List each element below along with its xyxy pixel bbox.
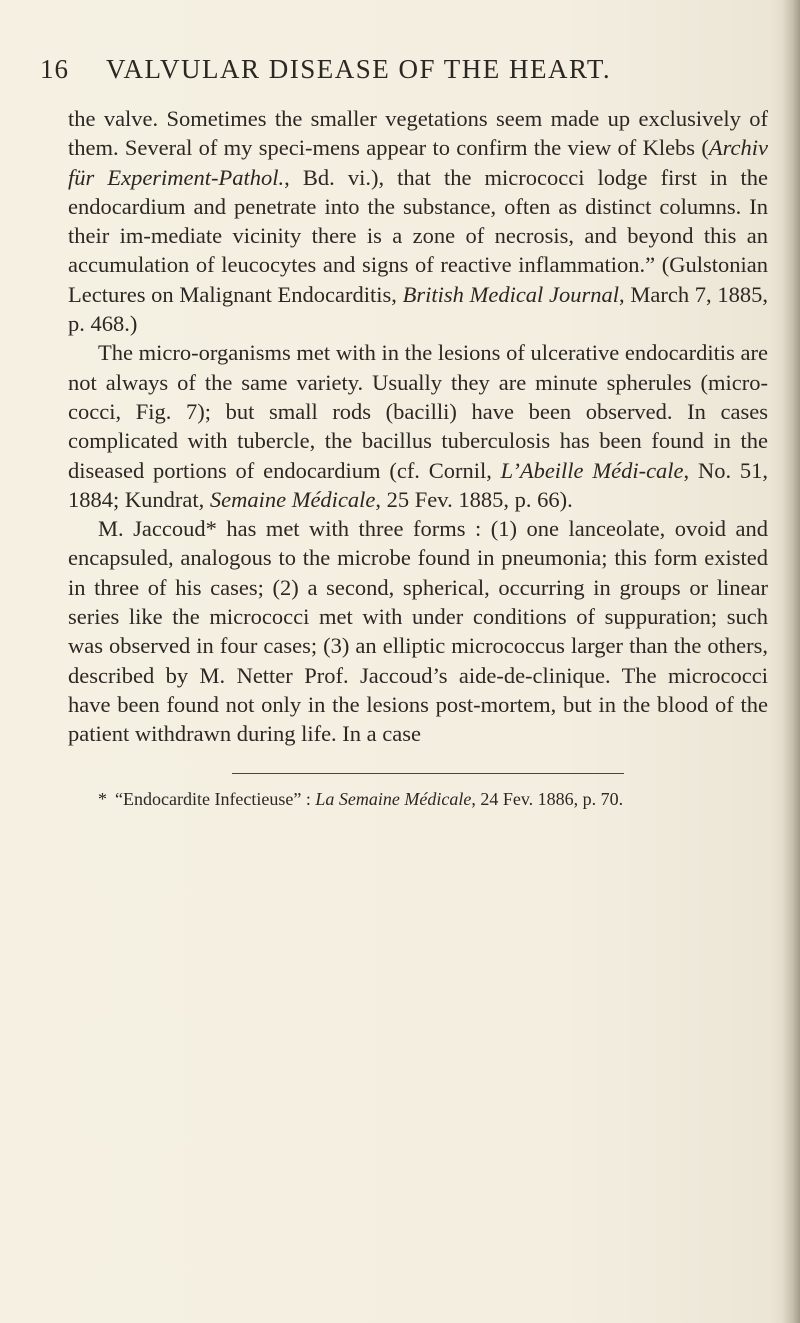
body-text [68, 104, 768, 749]
footnote-citation: La Semaine Médicale [315, 789, 472, 809]
page-number: 16 [40, 54, 69, 84]
paragraph-2: The micro-organisms met with in the lesions of ulcerative endocarditis are not always of the same variety. Usually they are minute spherules (micro-cocci, Fig. 7); but small rods (bacilli) have been observed. In cases complicated with tubercle, the bacillus tuberculosis has been found in the diseased portions of endocardium (cf. Cornil, L’Abeille Médi-cale, No. 51, 1884; Kundrat, Semaine Médicale, 25 Fev. 1885, p. 66). [68, 340, 769, 512]
footnote-mark: * [98, 789, 107, 809]
paragraph-1: the valve. Sometimes the smaller vegetations seem made up exclusively of them. Several of my speci-mens appear to confirm the view of Klebs (Archiv für Experiment-Pathol., Bd. vi.), that the micrococci lodge first in the endocardium and penetrate into the substance, often as distinct columns. In their im-mediate vicinity there is a zone of necrosis, and beyond this an accumulation of leucocytes and signs of reactive inflammation.” (Gulstonian Lectures on Malignant Endocarditis, British Medical Journal, March 7, 1885, p. 468.) [68, 106, 768, 337]
citation-bmj: British Medical Journal [402, 281, 620, 307]
citation-abeille: L’Abeille Médi-cale [500, 457, 684, 483]
footnote-rule [232, 773, 624, 774]
citation-archiv: Archiv für Experiment-Pathol. [68, 135, 768, 190]
paragraph-3: M. Jaccoud* has met with three forms : (1) one lanceolate, ovoid and encapsuled, analogous to the microbe found in pneumonia; this form existed in three of his cases; (2) a second, spherical, occurring in groups or linear series like the micrococci met with under conditions of suppuration; such was observed in four cases; (3) an elliptic micrococcus larger than the others, described by M. Netter Prof. Jaccoud’s aide-de-clinique. The micrococci have been found not only in the lesions post-mortem, but in the blood of the patient withdrawn during life. In a case [68, 516, 768, 747]
page-header [40, 54, 760, 94]
citation-semaine: Semaine Médicale [209, 486, 376, 512]
running-head: VALVULAR DISEASE OF THE HEART. [106, 54, 612, 84]
page-edge-shadow [782, 0, 800, 1323]
footnote: * “Endocardite Infectieuse” : La Semaine Médicale, 24 Fev. 1886, p. 70. [68, 786, 768, 813]
